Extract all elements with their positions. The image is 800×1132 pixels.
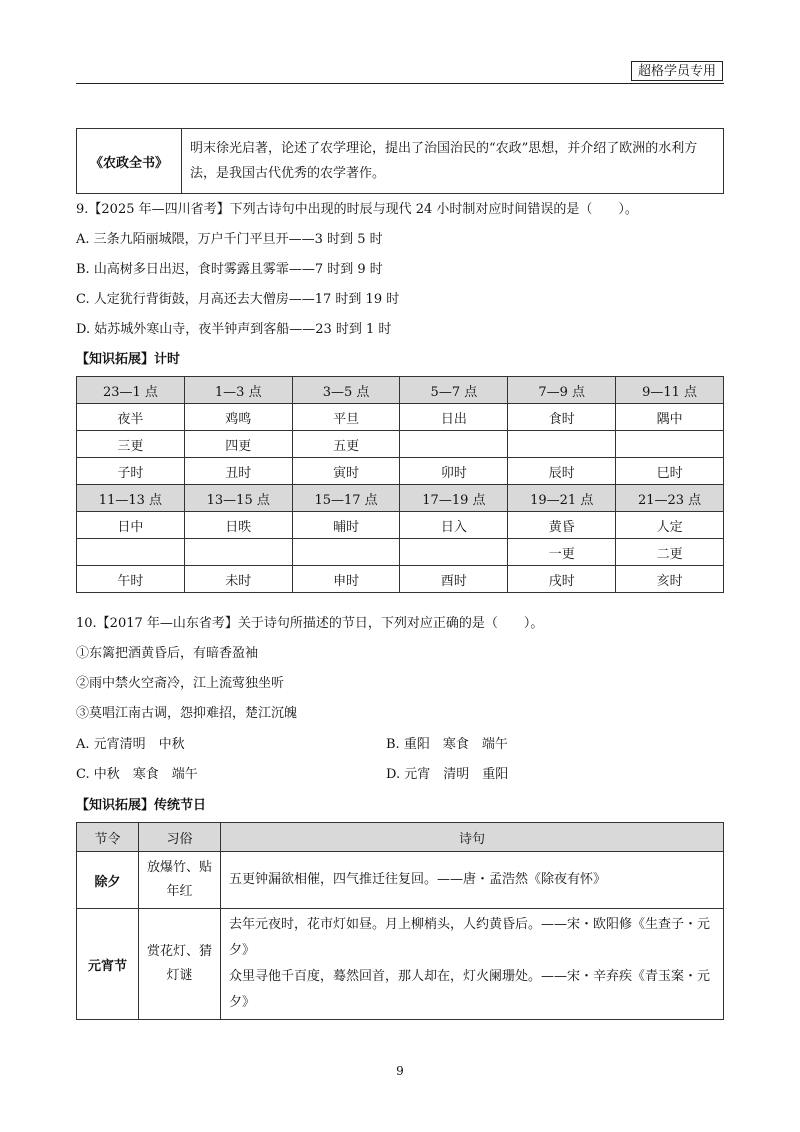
table-cell: 午时 <box>77 566 185 593</box>
table-cell: 人定 <box>616 512 724 539</box>
q10-option-a: A. 元宵清明 中秋 <box>76 737 185 752</box>
table-cell <box>400 431 508 458</box>
q9-option-c: C. 人定犹行背街鼓，月高还去大僧房——17 时到 19 时 <box>76 292 400 307</box>
page-number: 9 <box>396 1064 404 1078</box>
extension-title-festivals: 【知识拓展】传统节日 <box>76 798 207 813</box>
table-cell: 21—23 点 <box>616 485 724 512</box>
book-description: 明末徐光启著，论述了农学理论，提出了治国治民的“农政”思想，并介绍了欧洲的水利方法，是我国古代优秀的农学著作。 <box>182 129 724 194</box>
table-row <box>77 539 724 566</box>
header-poem: 诗句 <box>221 823 724 852</box>
table-cell: 9—11 点 <box>616 377 724 404</box>
table-row <box>77 458 724 485</box>
time-table <box>76 376 724 593</box>
table-cell <box>508 431 616 458</box>
table-cell: 黄昏 <box>508 512 616 539</box>
table-cell: 丑时 <box>184 458 292 485</box>
table-cell: 5—7 点 <box>400 377 508 404</box>
festival-poem: 五更钟漏欲相催，四气推迁往复回。——唐・孟浩然《除夜有怀》 <box>221 852 724 909</box>
table-cell: 戌时 <box>508 566 616 593</box>
member-badge: 超格学员专用 <box>631 61 723 81</box>
table-cell: 未时 <box>184 566 292 593</box>
table-cell: 13—15 点 <box>184 485 292 512</box>
festival-name: 元宵节 <box>77 909 139 1020</box>
festival-poem: 众里寻他千百度，蓦然回首，那人却在，灯火阑珊处。——宋・辛弃疾《青玉案・元夕》 <box>229 969 711 1010</box>
q10-line-2: ②雨中禁火空斋冷，江上流莺独坐听 <box>76 676 285 691</box>
table-cell: 一更 <box>508 539 616 566</box>
table-cell <box>616 431 724 458</box>
table-cell: 卯时 <box>400 458 508 485</box>
book-title: 《农政全书》 <box>77 129 182 194</box>
q10-line-1: ①东篱把酒黄昏后，有暗香盈袖 <box>76 646 259 661</box>
table-row <box>77 909 724 1020</box>
festival-poems <box>221 909 724 1020</box>
q9-option-a: A. 三条九陌丽城隈，万户千门平旦开——3 时到 5 时 <box>76 232 383 247</box>
table-cell: 四更 <box>184 431 292 458</box>
q10-stem: 10.【2017 年—山东省考】关于诗句所描述的节日，下列对应正确的是（ ）。 <box>76 616 544 631</box>
festival-custom: 放爆竹、贴年红 <box>139 852 221 909</box>
festival-name: 除夕 <box>77 852 139 909</box>
table-cell: 子时 <box>77 458 185 485</box>
table-cell: 日出 <box>400 404 508 431</box>
table-cell: 酉时 <box>400 566 508 593</box>
table-cell: 晡时 <box>292 512 400 539</box>
header-festival: 节令 <box>77 823 139 852</box>
table-cell: 二更 <box>616 539 724 566</box>
table-cell <box>292 539 400 566</box>
table-cell <box>400 539 508 566</box>
table-cell: 日昳 <box>184 512 292 539</box>
q10-option-d: D. 元宵 清明 重阳 <box>386 767 509 782</box>
q10-line-3: ③莫唱江南古调，怨抑难招，楚江沉魄 <box>76 706 298 721</box>
table-cell: 日入 <box>400 512 508 539</box>
table-row <box>77 566 724 593</box>
table-cell: 夜半 <box>77 404 185 431</box>
festival-custom: 赏花灯、猜灯谜 <box>139 909 221 1020</box>
table-row <box>77 852 724 909</box>
table-cell: 日中 <box>77 512 185 539</box>
table-cell: 15—17 点 <box>292 485 400 512</box>
table-cell: 17—19 点 <box>400 485 508 512</box>
table-cell: 隅中 <box>616 404 724 431</box>
festival-poem: 去年元夜时，花市灯如昼。月上柳梢头，人约黄昏后。——宋・欧阳修《生查子・元夕》 <box>229 917 711 958</box>
table-cell: 1—3 点 <box>184 377 292 404</box>
table-cell: 亥时 <box>616 566 724 593</box>
table-row <box>77 431 724 458</box>
q9-option-d: D. 姑苏城外寒山寺，夜半钟声到客船——23 时到 1 时 <box>76 322 392 337</box>
table-cell <box>184 539 292 566</box>
table-cell <box>77 539 185 566</box>
q10-option-c: C. 中秋 寒食 端午 <box>76 767 198 782</box>
table-cell: 19—21 点 <box>508 485 616 512</box>
q9-option-b: B. 山高树多日出迟，食时雾露且雾霏——7 时到 9 时 <box>76 262 383 277</box>
table-cell: 7—9 点 <box>508 377 616 404</box>
festival-table-header-row <box>77 823 724 852</box>
table-cell: 3—5 点 <box>292 377 400 404</box>
table-cell: 23—1 点 <box>77 377 185 404</box>
time-table-header-row <box>77 377 724 404</box>
extension-title-timekeeping: 【知识拓展】计时 <box>76 352 181 367</box>
q10-option-b: B. 重阳 寒食 端午 <box>386 737 508 752</box>
header-custom: 习俗 <box>139 823 221 852</box>
table-cell: 平旦 <box>292 404 400 431</box>
festival-table <box>76 822 724 1020</box>
book-table <box>76 128 724 194</box>
table-row <box>77 404 724 431</box>
table-cell: 鸡鸣 <box>184 404 292 431</box>
header-divider <box>76 83 724 84</box>
table-cell: 寅时 <box>292 458 400 485</box>
table-cell: 辰时 <box>508 458 616 485</box>
table-cell: 11—13 点 <box>77 485 185 512</box>
time-table-header-row <box>77 485 724 512</box>
table-cell: 巳时 <box>616 458 724 485</box>
table-cell: 五更 <box>292 431 400 458</box>
table-cell: 食时 <box>508 404 616 431</box>
table-row <box>77 512 724 539</box>
table-cell: 申时 <box>292 566 400 593</box>
q9-stem: 9.【2025 年—四川省考】下列古诗句中出现的时辰与现代 24 小时制对应时间错误的是（ ）。 <box>76 202 638 217</box>
table-cell: 三更 <box>77 431 185 458</box>
